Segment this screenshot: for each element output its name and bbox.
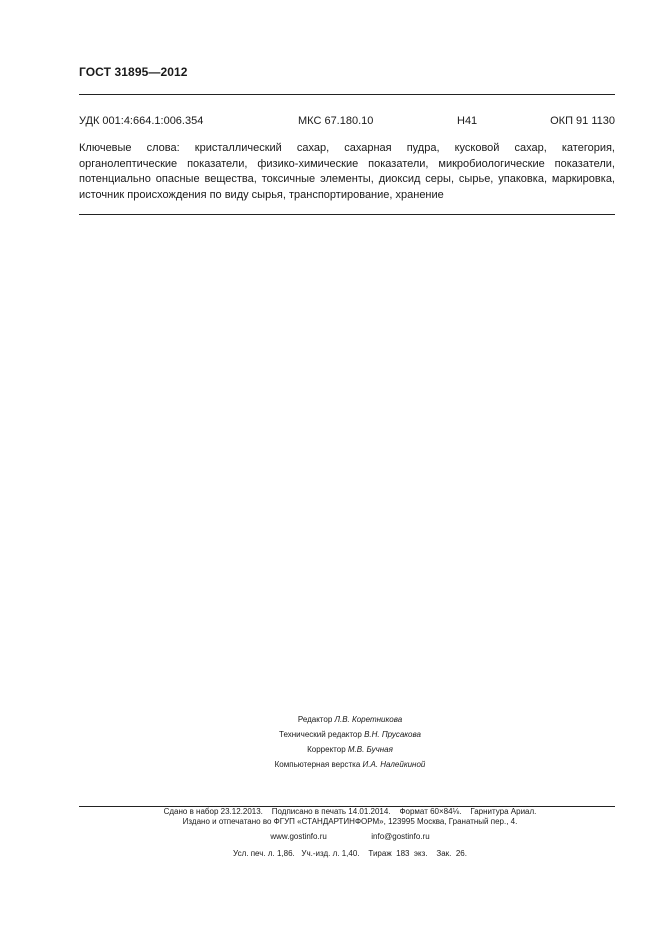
standard-code: ГОСТ 31895—2012: [79, 65, 188, 79]
keywords-paragraph: Ключевые слова: кристаллический сахар, сахарная пудра, кусковой сахар, категория, органолептические показатели, физико-химические показатели, микробиологические показатели, потенциально опасные вещества, токсичные элементы, диоксид серы, сырье, упаковка, маркировка, источник происхождения по виду сырья, транспортирование, хранение: [79, 142, 615, 201]
email-link[interactable]: info@gostinfo.ru: [371, 832, 430, 841]
group-code: Н41: [457, 115, 478, 127]
divider-keywords: [79, 214, 615, 215]
editor-label: Редактор: [297, 715, 333, 724]
tech-editor-line: [200, 727, 500, 742]
tech-editor-label: Технический редактор: [279, 730, 362, 739]
classification-row: [79, 115, 615, 129]
layout-label: Компьютерная верстка: [274, 760, 361, 769]
print-info-line-2: Усл. печ. л. 1,86. Уч.-изд. л. 1,40. Тираж 183 экз. Зак. 26.: [233, 849, 467, 858]
corrector-name: М.В. Бучная: [347, 745, 393, 754]
editor-name: Л.В. Коретникова: [334, 715, 403, 724]
corrector-label: Корректор: [307, 745, 346, 754]
publisher-contacts: [120, 829, 580, 844]
print-info-line-1: Сдано в набор 23.12.2013. Подписано в печать 14.01.2014. Формат 60×84⅛. Гарнитура Ариал.: [163, 807, 537, 816]
website-link[interactable]: www.gostinfo.ru: [270, 832, 327, 841]
layout-name: И.А. Налейкиной: [362, 760, 426, 769]
publisher-block: [120, 814, 580, 844]
layout-line: [200, 757, 500, 772]
divider-top: [79, 94, 615, 95]
udk-code: УДК 001:4:664.1:006.354: [79, 115, 204, 127]
credits-block: [200, 712, 500, 772]
corrector-line: [200, 742, 500, 757]
mks-code: МКС 67.180.10: [298, 115, 374, 127]
tech-editor-name: В.Н. Прусакова: [364, 730, 421, 739]
editor-line: [200, 712, 500, 727]
okp-code: ОКП 91 1130: [550, 115, 615, 127]
divider-bottom: [79, 806, 615, 807]
publisher-line: Издано и отпечатано во ФГУП «СТАНДАРТИНФОРМ», 123995 Москва, Гранатный пер., 4.: [182, 817, 518, 826]
